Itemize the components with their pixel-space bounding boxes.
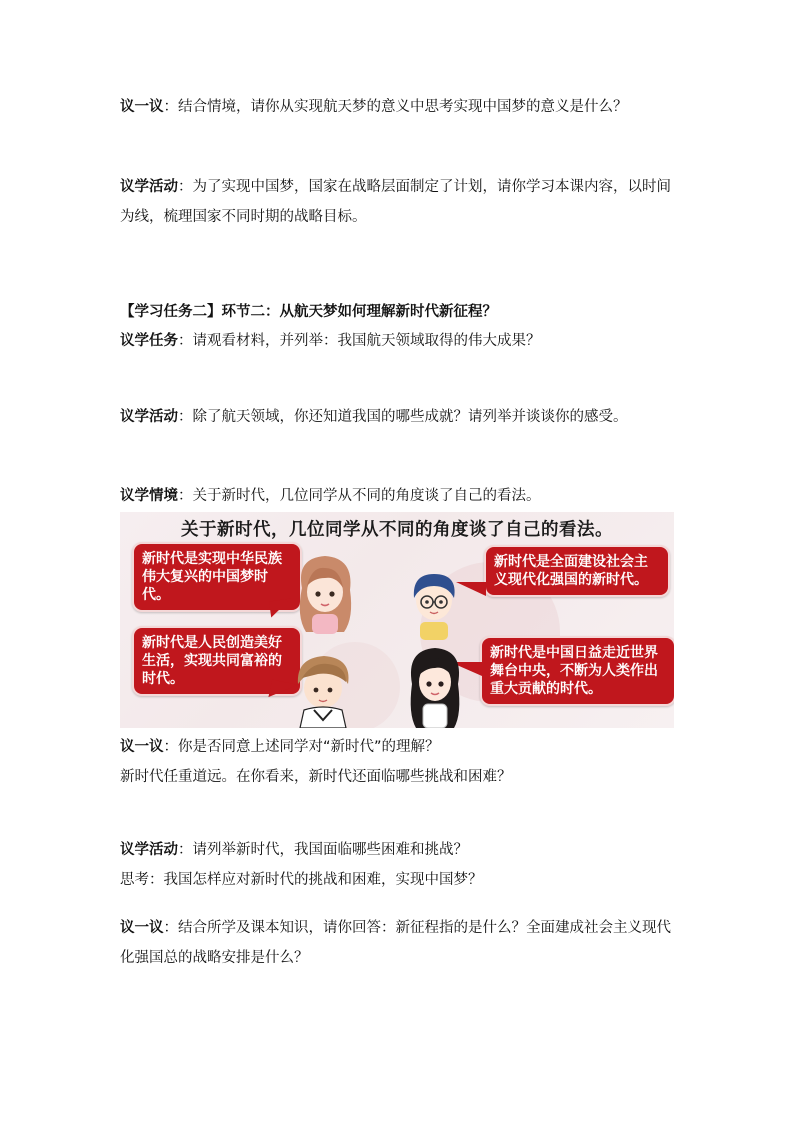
girl-with-long-hair-avatar bbox=[404, 640, 466, 728]
text: ：你是否同意上述同学对“新时代”的理解？ bbox=[163, 739, 440, 755]
paragraph-discuss-2 bbox=[120, 732, 680, 792]
label: 议学活动 bbox=[120, 842, 178, 858]
text: ：为了实现中国梦，国家在战略层面制定了计划，请你学习本课内容，以时间为线，梳理国家不同时期的战略目标。 bbox=[120, 179, 671, 225]
text: ：结合情境，请你从实现航天梦的意义中思考实现中国梦的意义是什么？ bbox=[163, 99, 628, 115]
text-line-2: 思考：我国怎样应对新时代的挑战和困难，实现中国梦？ bbox=[120, 872, 483, 888]
paragraph-task bbox=[120, 326, 680, 356]
section-heading-task-2 bbox=[120, 297, 680, 327]
text: ：关于新时代，几位同学从不同的角度谈了自己的看法。 bbox=[178, 488, 541, 504]
text: ：请观看材料，并列举：我国航天领域取得的伟大成果？ bbox=[178, 333, 541, 349]
text: ：除了航天领域，你还知道我国的哪些成就？请列举并谈谈你的感受。 bbox=[178, 409, 628, 425]
paragraph-situation bbox=[120, 481, 680, 511]
heading: 【学习任务二】环节二：从航天梦如何理解新时代新征程？ bbox=[120, 304, 497, 320]
speech-bubble-2: 新时代是全面建设社会主义现代化强国的新时代。 bbox=[484, 545, 670, 597]
label: 议学活动 bbox=[120, 179, 178, 195]
paragraph-activity-2 bbox=[120, 402, 680, 432]
speech-bubble-4: 新时代是中国日益走近世界舞台中央，不断为人类作出重大贡献的时代。 bbox=[480, 636, 674, 706]
bubble-tail bbox=[269, 599, 293, 618]
label: 议学任务 bbox=[120, 333, 178, 349]
text-line-2: 新时代任重道远。在你看来，新时代还面临哪些挑战和困难？ bbox=[120, 769, 512, 785]
boy-with-glasses-avatar bbox=[406, 566, 462, 640]
illustration-title: 关于新时代，几位同学从不同的角度谈了自己的看法。 bbox=[181, 520, 613, 540]
label: 议一议 bbox=[120, 739, 164, 755]
new-era-illustration bbox=[120, 512, 674, 728]
paragraph-discuss-1 bbox=[120, 92, 680, 122]
text: ：请列举新时代，我国面临哪些困难和挑战？ bbox=[178, 842, 468, 858]
speech-bubble-1: 新时代是实现中华民族伟大复兴的中国梦时代。 bbox=[132, 542, 302, 612]
label: 议学情境 bbox=[120, 488, 178, 504]
paragraph-activity-1 bbox=[120, 172, 680, 232]
label: 议学活动 bbox=[120, 409, 178, 425]
paragraph-discuss-3 bbox=[120, 913, 680, 973]
label: 议一议 bbox=[120, 99, 164, 115]
girl-student-avatar bbox=[292, 548, 358, 634]
paragraph-activity-3 bbox=[120, 835, 680, 895]
text: ：结合所学及课本知识，请你回答：新征程指的是什么？全面建成社会主义现代化强国总的战略安排是什么？ bbox=[120, 920, 671, 966]
label: 议一议 bbox=[120, 920, 164, 936]
boy-student-avatar bbox=[288, 648, 358, 728]
speech-bubble-3: 新时代是人民创造美好生活，实现共同富裕的时代。 bbox=[132, 626, 302, 696]
